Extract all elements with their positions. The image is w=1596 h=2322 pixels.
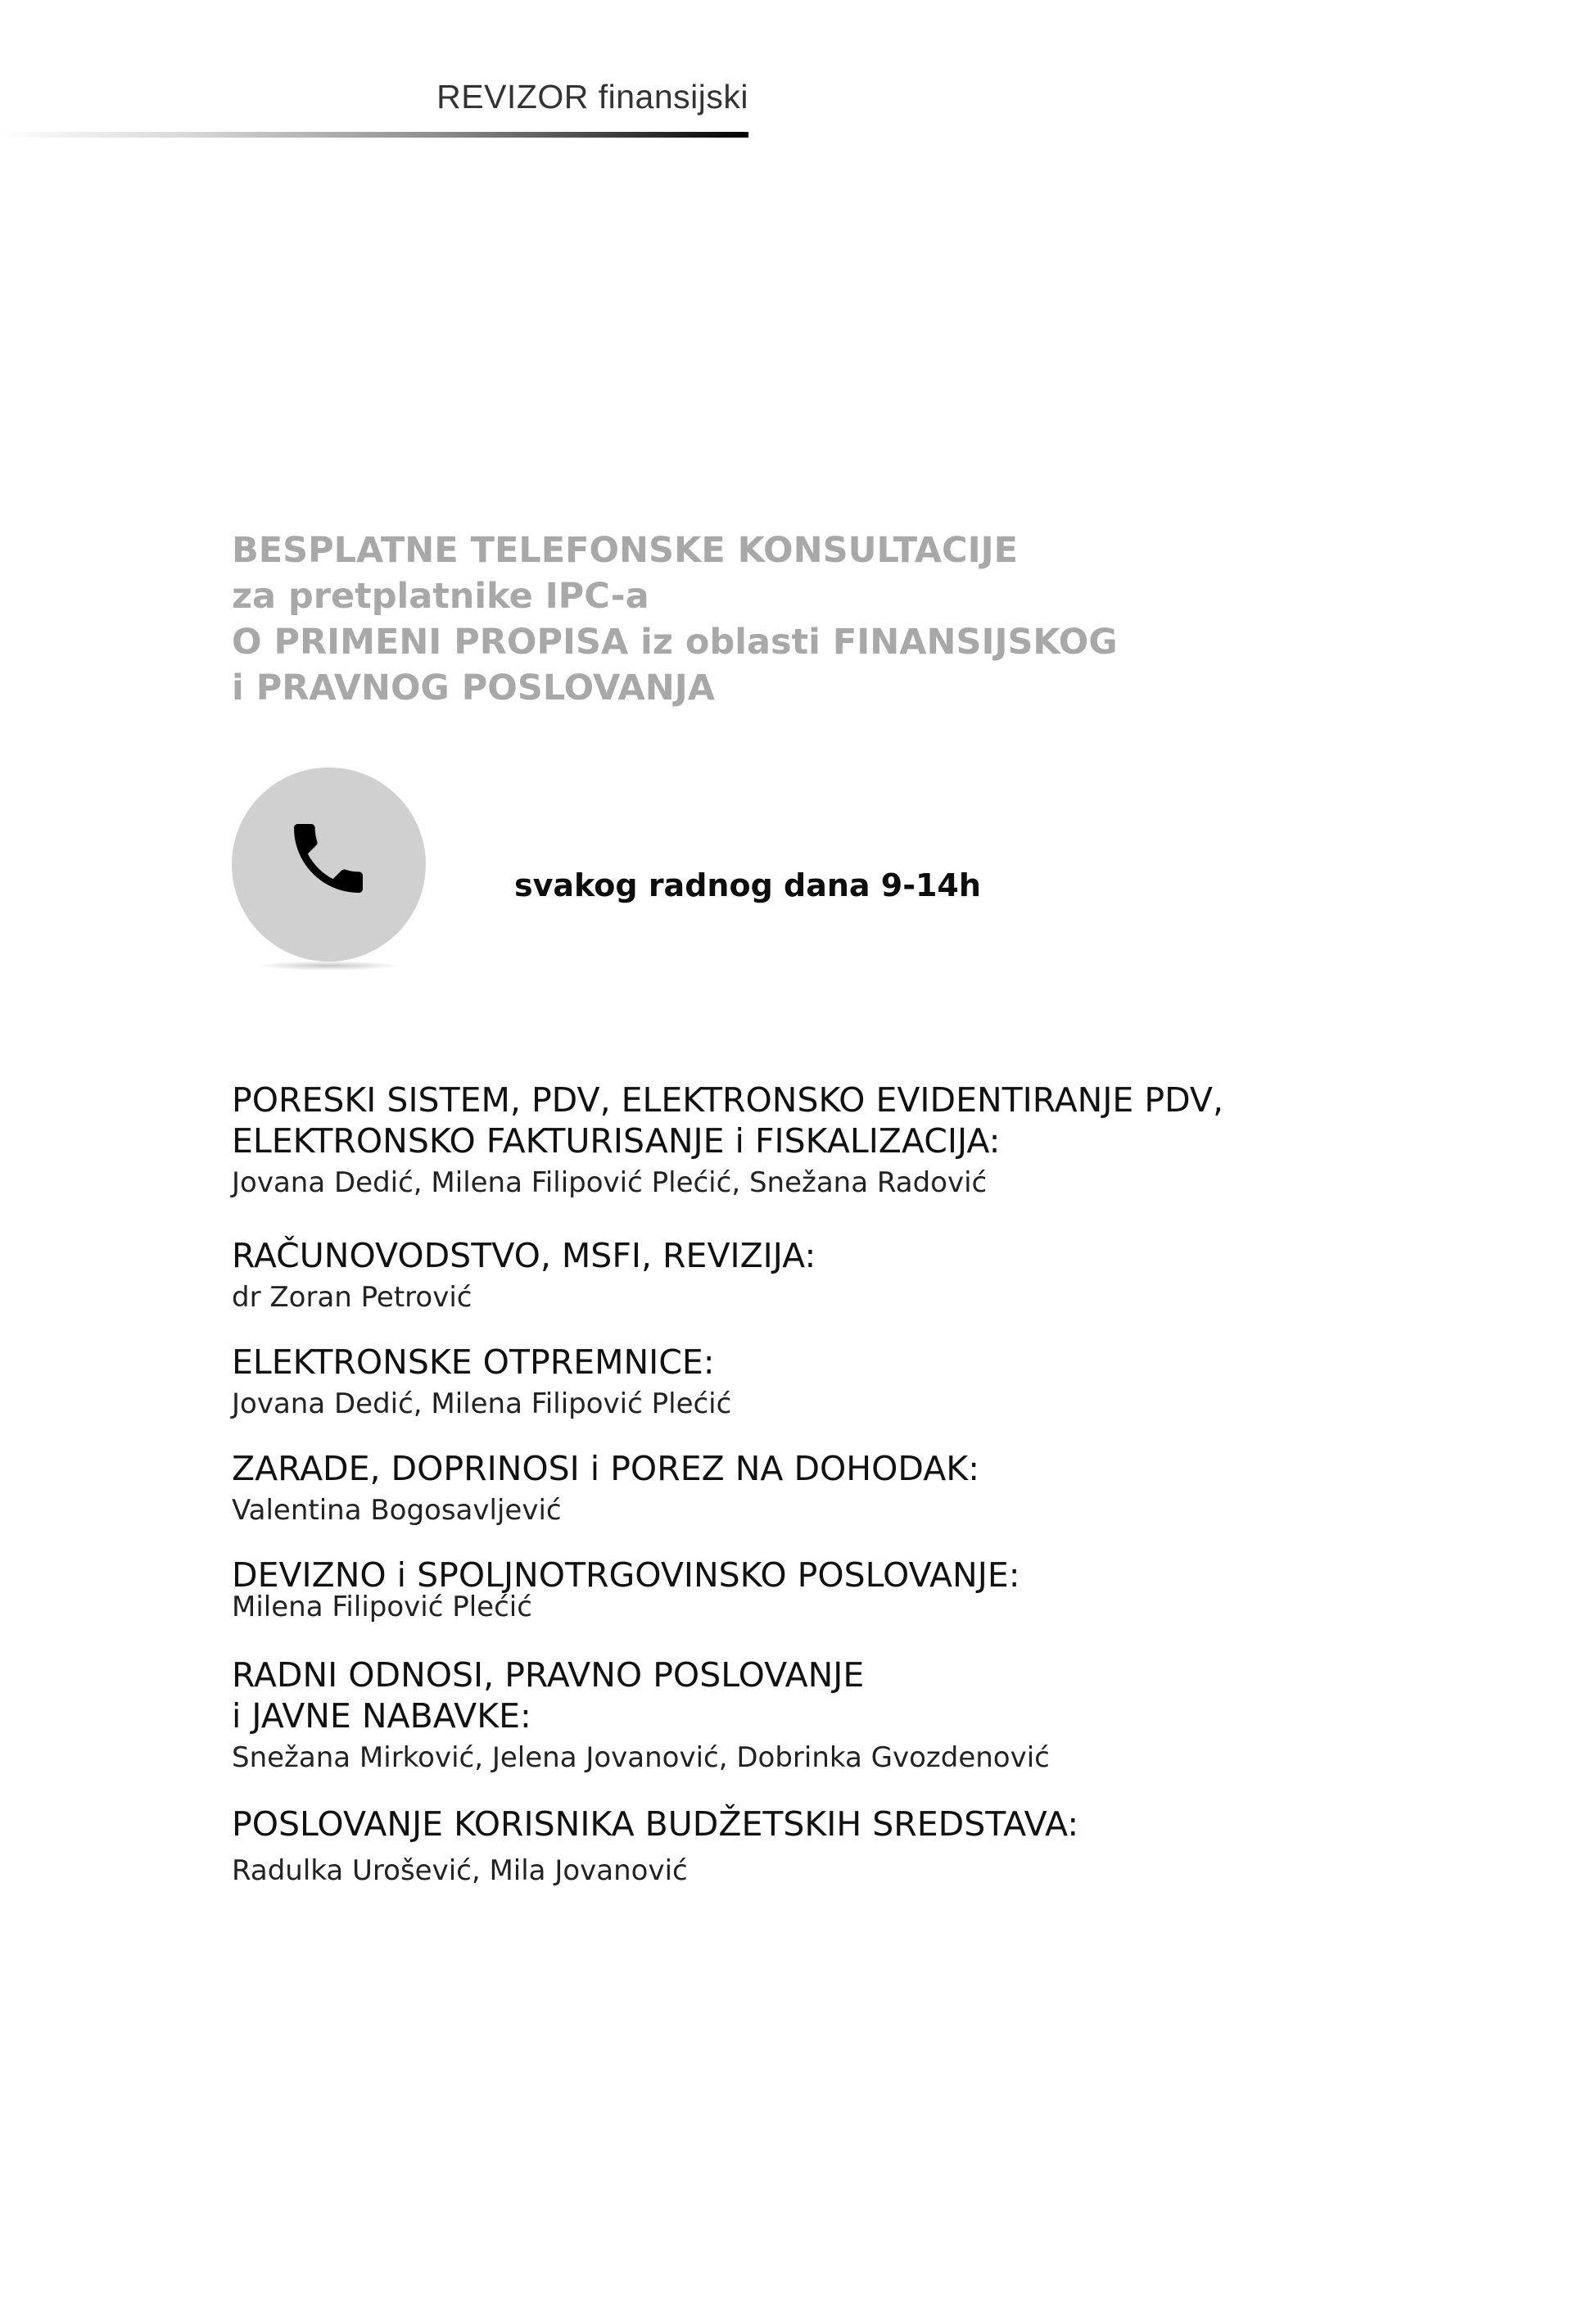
hours-text: svakog radnog dana 9-14h (514, 867, 981, 903)
header-rule (0, 132, 748, 138)
phone-shadow (256, 961, 401, 971)
headline-line: i PRAVNOG POSLOVANJA (232, 668, 715, 708)
section-names: Jovana Dedić, Milena Filipović Plećić (232, 1387, 732, 1420)
section-racunovodstvo (232, 1235, 1460, 1315)
phone-circle (232, 767, 426, 962)
section-title: ELEKTRONSKO FAKTURISANJE i FISKALIZACIJA: (232, 1121, 1001, 1161)
section-title: ELEKTRONSKE OTPREMNICE: (232, 1342, 715, 1382)
section-names: Radulka Urošević, Mila Jovanović (232, 1854, 688, 1887)
headline-line: za pretplatnike IPC-a (232, 576, 649, 617)
section-devizno (232, 1555, 1460, 1625)
section-title: POSLOVANJE KORISNIKA BUDŽETSKIH SREDSTAVA: (232, 1804, 1079, 1844)
section-names: Milena Filipović Plećić (232, 1591, 532, 1623)
section-title: DEVIZNO i SPOLJNOTRGOVINSKO POSLOVANJE: (232, 1555, 1020, 1595)
section-otpremnice (232, 1342, 1460, 1422)
section-title: RADNI ODNOSI, PRAVNO POSLOVANJE (232, 1655, 865, 1695)
section-title: ZARADE, DOPRINOSI i POREZ NA DOHODAK: (232, 1449, 980, 1488)
section-names: Valentina Bogosavljević (232, 1494, 562, 1527)
phone-block (232, 767, 1460, 980)
section-title: RAČUNOVODSTVO, MSFI, REVIZIJA: (232, 1236, 816, 1275)
running-title: REVIZOR finansijski (436, 78, 748, 115)
section-zarade (232, 1448, 1460, 1528)
headline (232, 527, 1460, 711)
section-title: PORESKI SISTEM, PDV, ELEKTRONSKO EVIDENTIRANJE PDV, (232, 1080, 1224, 1120)
section-names: dr Zoran Petrović (232, 1281, 472, 1314)
section-budzetska-sredstva (232, 1804, 1460, 1889)
section-names: Snežana Mirković, Jelena Jovanović, Dobrinka Gvozdenović (232, 1741, 1050, 1774)
headline-line: BESPLATNE TELEFONSKE KONSULTACIJE (232, 530, 1018, 571)
headline-line: O PRIMENI PROPISA iz oblasti FINANSIJSKOG (232, 622, 1118, 663)
running-header (0, 78, 748, 143)
section-poreski-sistem (232, 1080, 1460, 1201)
phone-icon (283, 812, 374, 904)
section-radni-odnosi (232, 1654, 1460, 1776)
section-title: i JAVNE NABAVKE: (232, 1696, 531, 1736)
section-names: Jovana Dedić, Milena Filipović Plećić, Snežana Radović (232, 1166, 988, 1199)
